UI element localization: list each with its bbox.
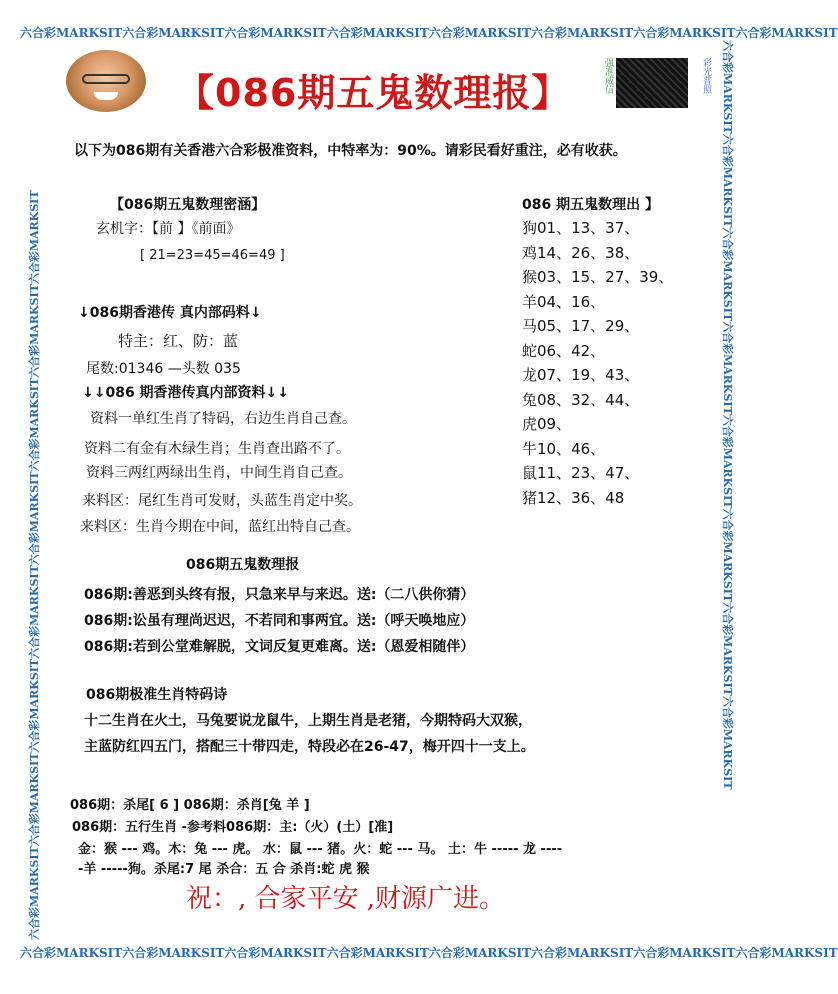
badge [594,58,718,108]
zodiac-row: 牛10、46、 [522,439,606,458]
material-line-5: 来料区：生肖今期在中间，蓝红出特自己查。 [80,519,360,535]
bottom-line-2: 086期：五行生肖 -参考料086期：主:（火）(土）[准] [72,820,394,835]
intro-text: 以下为086期有关香港六合彩极准资料，中特率为：90%。请彩民看好重注，必有收获。 [74,143,627,159]
poem-line-2: 主蓝防红四五门，搭配三十带四走，特段必在26-47，梅开四十一支上。 [84,739,535,755]
zodiac-row: 狗01、13、37、 [522,219,640,237]
xuanji-text: 玄机字：【前 】《前面》 [96,221,241,237]
avatar [66,50,146,112]
right-border-text: 六合彩MARKSIT六合彩MARKSIT六合彩MARKSIT六合彩MARKSIT六合彩MARKSIT六合彩MARKSIT六合彩MARKSIT六合彩MARKSIT [721,40,734,790]
page-title: 【086期五鬼数理报】 [176,71,571,115]
wugui-line-2: 086期:讼虽有理尚迟迟，不若同和事两宜。送:（呼天唤地应） [84,613,475,629]
badge-right-text: 彩光普照 [701,58,711,94]
mouth-shape [94,92,118,100]
badge-qr-block [616,58,688,108]
section3-title: ↓↓086 期香港传真内部资料↓↓ [82,385,290,401]
tezhu-text: 特主：红、防：蓝 [118,332,239,350]
left-border [24,40,46,940]
wugui-title: 086期五鬼数理报 [186,557,300,573]
zodiac-row: 猪12、36、48 [522,488,625,507]
weishu-text: 尾数:01346 —头数 035 [86,361,241,377]
zodiac-row: 鼠11、23、47、 [522,464,640,482]
formula-text: [ 21=23=45=46=49 ] [140,248,285,263]
glasses-shape [82,74,130,84]
zodiac-row: 猴03、15、27、39、 [522,268,674,286]
bottom-line-4: -羊 -----狗。杀尾:7 尾 杀合：五 合 杀肖:蛇 虎 猴 [78,862,370,877]
badge-left-text: 强准威信 [603,58,613,94]
top-border-text: 六合彩MARKSIT六合彩MARKSIT六合彩MARKSIT六合彩MARKSIT六合彩MARKSIT六合彩MARKSIT六合彩MARKSIT六合彩MARKSIT [20,26,838,40]
blessing-text: 祝：, 合家平安 ,财源广进。 [186,884,506,914]
section1-title: 【086期五鬼数理密涵】 [110,197,266,213]
wugui-line-1: 086期:善恶到头终有报，只急来早与来迟。送:（二八供你猜） [84,587,475,603]
right-title: 086 期五鬼数理出 】 [522,197,659,213]
zodiac-number-list [522,216,673,510]
poem-line-1: 十二生肖在火土，马兔要说龙鼠牛，上期生肖是老猪，今期特码大双猴， [84,713,532,729]
material-line-2: 资料二有金有木绿生肖；生肖查出路不了。 [84,441,350,457]
left-border-text: 六合彩MARKSIT六合彩MARKSIT六合彩MARKSIT六合彩MARKSIT六合彩MARKSIT六合彩MARKSIT六合彩MARKSIT六合彩MARKSIT [28,190,41,940]
right-border [716,40,738,940]
poem-title: 086期极准生肖特码诗 [86,687,228,703]
bottom-line-1: 086期：杀尾[ 6 ] 086期：杀肖[兔 羊 ] [70,798,310,813]
bottom-border-text: 六合彩MARKSIT六合彩MARKSIT六合彩MARKSIT六合彩MARKSIT六合彩MARKSIT六合彩MARKSIT六合彩MARKSIT六合彩MARKSIT [20,946,838,960]
material-line-1: 资料一单红生肖了特码，右边生肖自己查。 [90,411,356,427]
bottom-line-3: 金：猴 --- 鸡。木：兔 --- 虎。 水：鼠 --- 猪。火：蛇 --- 马。 土：牛 ----- 龙 ---- [78,842,563,857]
zodiac-row: 兔08、32、44、 [522,390,640,409]
zodiac-row: 蛇06、42、 [522,341,606,360]
material-line-3: 资料三两红两绿出生肖，中间生肖自己查。 [86,465,352,481]
zodiac-row: 羊04、16、 [522,292,606,311]
material-line-4: 来料区：尾红生肖可发财，头蓝生肖定中奖。 [82,493,362,509]
section2-title: ↓086期香港传 真内部码料↓ [78,305,262,321]
zodiac-row: 虎09、 [522,415,572,433]
zodiac-row: 龙07、19、43、 [522,366,640,384]
zodiac-row: 马05、17、29、 [522,317,640,335]
zodiac-row: 鸡14、26、38、 [522,243,640,262]
wugui-line-3: 086期:若到公堂难解脱，文词反复更难离。送:（恩爱相随伴） [84,639,475,655]
